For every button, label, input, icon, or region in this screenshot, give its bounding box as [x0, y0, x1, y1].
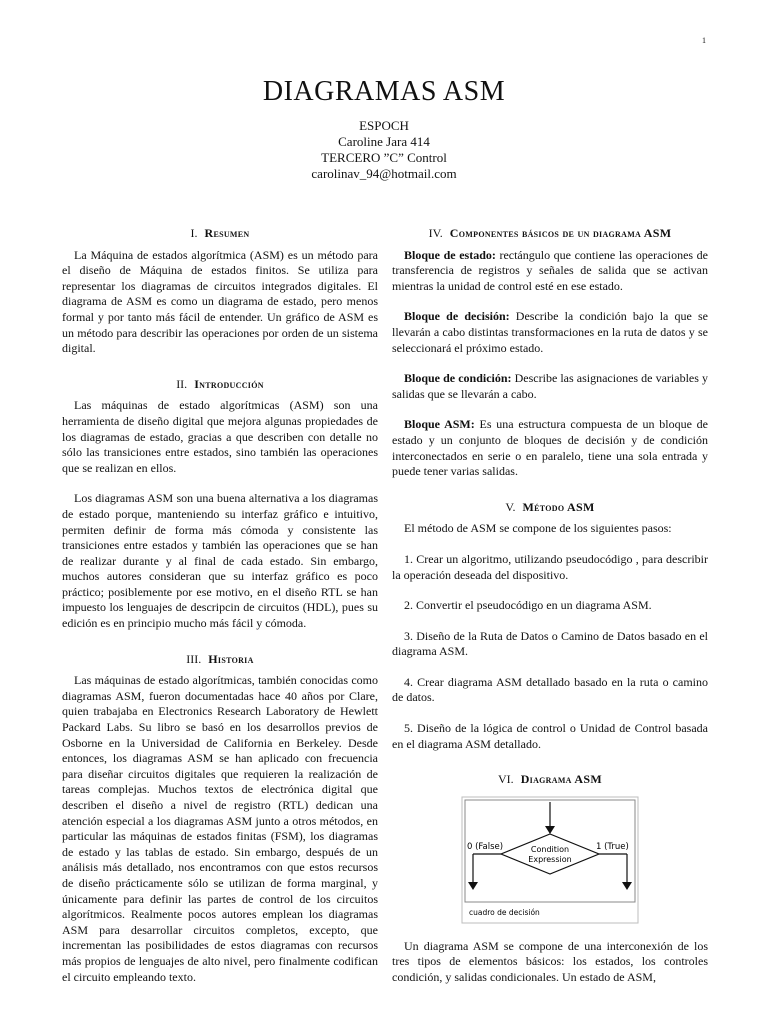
section-title: Diagrama ASM — [520, 772, 602, 787]
decision-box-figure — [392, 796, 708, 924]
resumen-paragraph: La Máquina de estados algorítmica (ASM) es un método para el diseño de Máquina de estados finitos. Se utiliza para representar los diagramas de circuitos integrados digitales. El diagrama de ASM es como un diagrama de estado, pero menos formal y por tanto más fácil de entender. Un gráfico de ASM es un método para describir las operaciones por orden de un sistema digital. — [62, 247, 378, 356]
metodo-step: 1. Crear un algoritmo, utilizando pseudocódigo , para describir la operación deseada del dispositivo. — [392, 551, 708, 582]
metodo-step: 3. Diseño de la Ruta de Datos o Camino de Datos basado en el diagrama ASM. — [392, 628, 708, 659]
condition-label-line2: Expression — [528, 854, 572, 864]
introduccion-paragraph-1: Las máquinas de estado algorítmicas (ASM) son una herramienta de diseño digital que mejora algunas propiedades de los diagramas de estado, gracias a que describen con detalle no sólo las transiciones entre estados, sino también las operaciones que se realizan en ellos. — [62, 398, 378, 475]
section-title: Resumen — [204, 226, 250, 240]
left-column — [62, 226, 378, 985]
section-heading-introduccion — [62, 377, 378, 393]
historia-paragraph: Las máquinas de estado algorítmicas, también conocidas como diagramas ASM, fueron documentadas hace 40 años por Clare, quien trabajaba en Electronics Research Laboratory de Hewlett Packard Labs. Su libro se basó en los desarrollos previos de Osborne en la Universidad de California en Berkeley. Desde entonces, los diagramas ASM se han aplicado con frecuencia para diseñar circuitos digitales que requieren la realización de tareas complejas. Muchos textos de electrónica digital que describen el diseño a nivel de registro (RTL) dedican una atención especial a los diagramas ASM junto a otros métodos, en particular las máquinas de estados finitas (FSM), los diagramas de estado y las tablas de estado. Sin embargo, después de un análisis más detallado, nos encontramos con que estos recursos de diseño prácticamente sólo se utilizan de forma marginal, y únicamente para definir las partes de control de los circuitos algorítmicos. Realmente pocos autores emplean los diagramas ASM para desarrollar circuitos completos, excepto, que incrementan las posibilidades de estos diagramas con recursos más propios de lenguajes de alto nivel, pero finalmente codifican el circuito empleando texto. — [62, 673, 378, 984]
section-number: II. — [176, 376, 188, 391]
componente-item — [392, 248, 708, 295]
diagrama-paragraph: Un diagrama ASM se compone de una interconexión de los tres tipos de elementos básicos: los estados, los controles condición, y salidas condicionales. Un estado de ASM, — [392, 938, 708, 985]
section-number: VI. — [498, 772, 514, 787]
section-heading-metodo — [392, 500, 708, 516]
componente-text: Es una estructura compuesta de un bloque de estado y un conjunto de bloques de decisión y de condición interconectados en serie o en paralelo, tiene una sola entrada y puede tener varias salidas. — [392, 417, 709, 479]
componente-label: Bloque de decisión: — [404, 309, 510, 324]
condition-label-line1: Condition — [530, 844, 570, 854]
section-number: IV. — [428, 226, 443, 240]
componente-label: Bloque de estado: — [404, 247, 496, 262]
author-course: TERCERO ”C” Control — [321, 150, 447, 165]
componente-text: Describe las asignaciones de variables y salidas que se llevarán a cabo. — [392, 371, 708, 401]
componente-label: Bloque de condición: — [404, 371, 512, 386]
componente-item — [392, 371, 708, 402]
section-title: Componentes básicos de un diagrama ASM — [449, 226, 672, 240]
section-heading-componentes — [392, 226, 708, 242]
section-title: Historia — [208, 651, 254, 666]
componente-item — [392, 309, 708, 356]
section-number: III. — [186, 651, 202, 666]
author-name: Caroline Jara 414 — [338, 134, 430, 149]
author-block — [0, 118, 768, 182]
section-title: Método ASM — [522, 499, 595, 514]
componente-text: rectángulo que contiene las operaciones de transferencia de registros y señales de salida que se activan mientras la unidad de control esté en ese estado. — [392, 247, 708, 293]
componente-text: Describe la condición bajo la que se llevarán a cabo distintas transformaciones en la ruta de datos y se seleccionará el próximo estado. — [392, 309, 708, 355]
paper-title: DIAGRAMAS ASM — [262, 76, 506, 107]
page-number: 1 — [702, 36, 706, 45]
author-email[interactable]: carolinav_94@hotmail.com — [311, 166, 457, 181]
right-column — [392, 226, 708, 986]
introduccion-paragraph-2: Los diagramas ASM son una buena alternativa a los diagramas de estado porque, manteniendo su interfaz gráfico e intuitivo, permiten definir de forma más cómoda y consistente las transiciones entre estados y también las operaciones que se han de realizar durante y al final de cada estado. Sin embargo, muchos autores consideran que su interfaz gráfico es poco práctico; posiblemente por ese motivo, en el diseño RTL se han impuesto los lenguajes de descripcin de circuitos (HDL), pues su edición es en principio mucho más fácil y cómoda. — [62, 491, 378, 631]
section-heading-diagrama — [392, 772, 708, 788]
decision-box-diagram — [461, 796, 639, 924]
section-number: V. — [505, 499, 516, 514]
section-title: Introducción — [194, 376, 264, 391]
section-heading-historia — [62, 652, 378, 668]
componente-label: Bloque ASM: — [404, 417, 475, 432]
metodo-intro: El método de ASM se compone de los siguientes pasos: — [404, 521, 672, 536]
figure-caption: cuadro de decisión — [469, 907, 540, 917]
section-heading-resumen — [62, 226, 378, 242]
metodo-step: 2. Convertir el pseudocódigo en un diagrama ASM. — [404, 598, 652, 613]
false-label: 0 (False) — [467, 841, 504, 852]
metodo-step: 5. Diseño de la lógica de control o Unidad de Control basada en el diagrama ASM detallado. — [392, 721, 708, 751]
componente-item — [392, 417, 708, 479]
true-label: 1 (True) — [596, 841, 629, 852]
section-number: I. — [190, 226, 198, 240]
author-affiliation: ESPOCH — [359, 118, 409, 133]
metodo-step: 4. Crear diagrama ASM detallado basado en la ruta o camino de datos. — [392, 674, 708, 705]
